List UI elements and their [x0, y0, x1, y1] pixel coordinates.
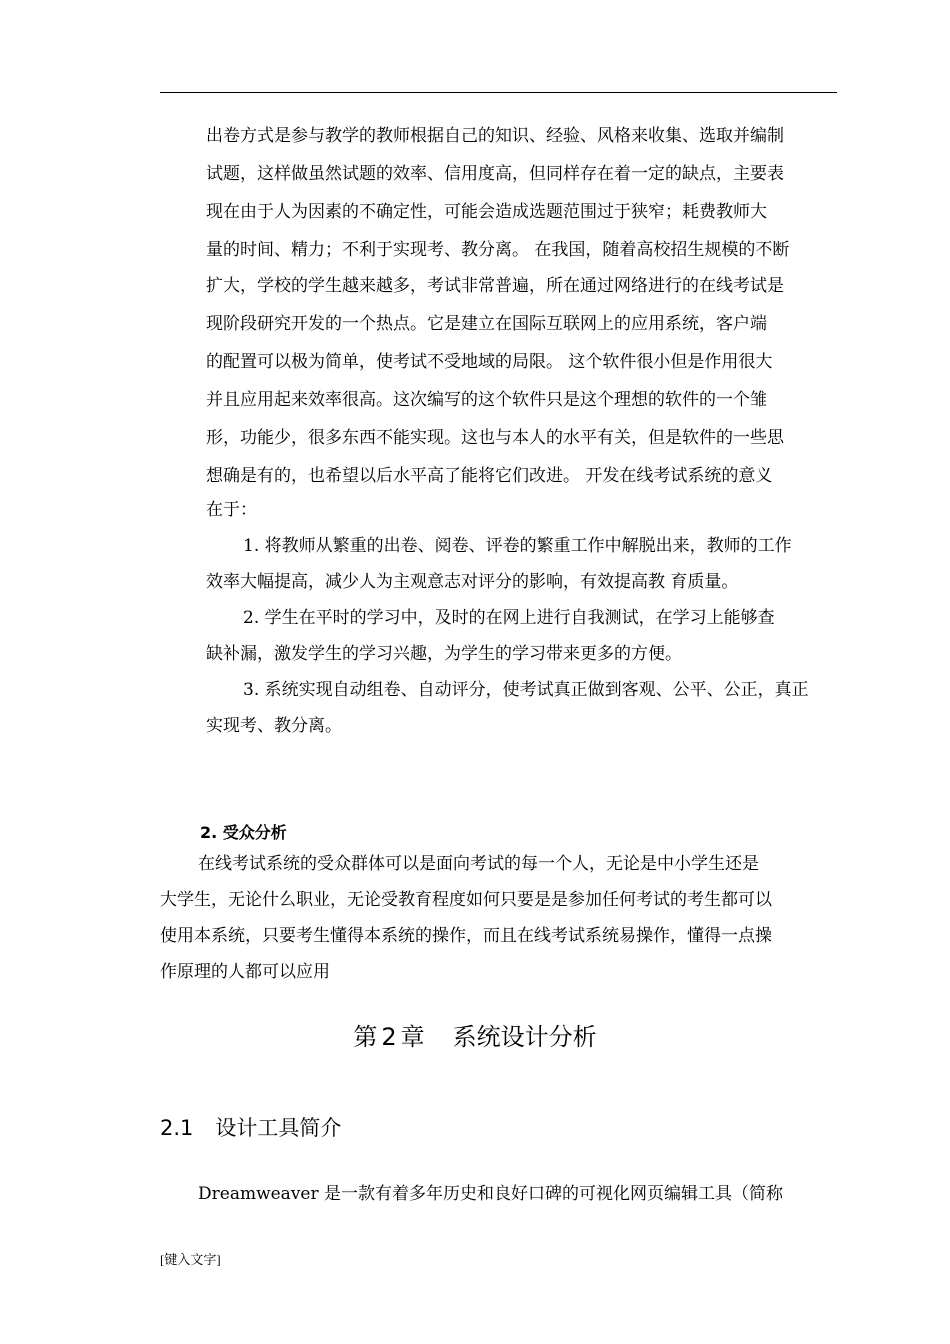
list-item-2-line-1: 2. 学生在平时的学习中，及时的在网上进行自我测试，在学习上能够查: [243, 608, 775, 628]
audience-line: 在线考试系统的受众群体可以是面向考试的每一个人，无论是中小学生还是: [198, 854, 759, 874]
intro-line: 并且应用起来效率很高。这次编写的这个软件只是这个理想的软件的一个雏: [206, 390, 767, 410]
chapter-number: 2: [381, 1023, 397, 1051]
list-item-3-line-2: 实现考、教分离。: [206, 716, 342, 736]
chapter-name: 系统设计分析: [452, 1023, 597, 1051]
chapter-prefix: 第: [353, 1023, 378, 1051]
intro-line: 现在由于人为因素的不确定性，可能会造成选题范围过于狭窄；耗费教师大: [206, 202, 767, 222]
audience-line: 大学生，无论什么职业，无论受教育程度如何只要是是参加任何考试的考生都可以: [160, 890, 772, 910]
header-rule: [160, 92, 837, 93]
intro-line: 想确是有的，也希望以后水平高了能将它们改进。 开发在线考试系统的意义: [206, 466, 773, 486]
audience-line: 使用本系统，只要考生懂得本系统的操作，而且在线考试系统易操作，懂得一点操: [160, 926, 772, 946]
dreamweaver-line: Dreamweaver 是一款有着多年历史和良好口碑的可视化网页编辑工具（简称: [198, 1184, 784, 1204]
audience-line: 作原理的人都可以应用: [160, 962, 330, 982]
intro-line: 形，功能少，很多东西不能实现。这也与本人的水平有关，但是软件的一些思: [206, 428, 784, 448]
intro-line: 试题，这样做虽然试题的效率、信用度高，但同样存在着一定的缺点，主要表: [206, 164, 784, 184]
chapter-title: [0, 1022, 950, 1052]
chapter-suffix: 章: [400, 1023, 425, 1051]
footer-placeholder: [键入文字]: [160, 1252, 221, 1267]
intro-line: 现阶段研究开发的一个热点。它是建立在国际互联网上的应用系统，客户端: [206, 314, 767, 334]
intro-line: 出卷方式是参与教学的教师根据自己的知识、经验、风格来收集、选取并编制: [206, 126, 784, 146]
intro-line: 量的时间、精力；不利于实现考、教分离。 在我国，随着高校招生规模的不断: [206, 240, 790, 260]
intro-line: 的配置可以极为简单，使考试不受地域的局限。 这个软件很小但是作用很大: [206, 352, 773, 372]
subsection-number: 2.1: [160, 1116, 194, 1140]
list-item-3-line-1: 3. 系统实现自动组卷、自动评分，使考试真正做到客观、公平、公正，真正: [243, 680, 809, 700]
list-item-1-line-2: 效率大幅提高，减少人为主观意志对评分的影响，有效提高教 育质量。: [206, 572, 739, 592]
subsection-name: 设计工具简介: [215, 1116, 342, 1140]
intro-line: 扩大，学校的学生越来越多，考试非常普遍，所在通过网络进行的在线考试是: [206, 276, 784, 296]
section-heading-audience: 2. 受众分析: [200, 823, 287, 842]
subsection-title: [160, 1115, 341, 1141]
intro-line: 在于：: [206, 500, 257, 520]
list-item-1-line-1: 1. 将教师从繁重的出卷、阅卷、评卷的繁重工作中解脱出来，教师的工作: [243, 536, 792, 556]
list-item-2-line-2: 缺补漏，激发学生的学习兴趣，为学生的学习带来更多的方便。: [206, 644, 682, 664]
